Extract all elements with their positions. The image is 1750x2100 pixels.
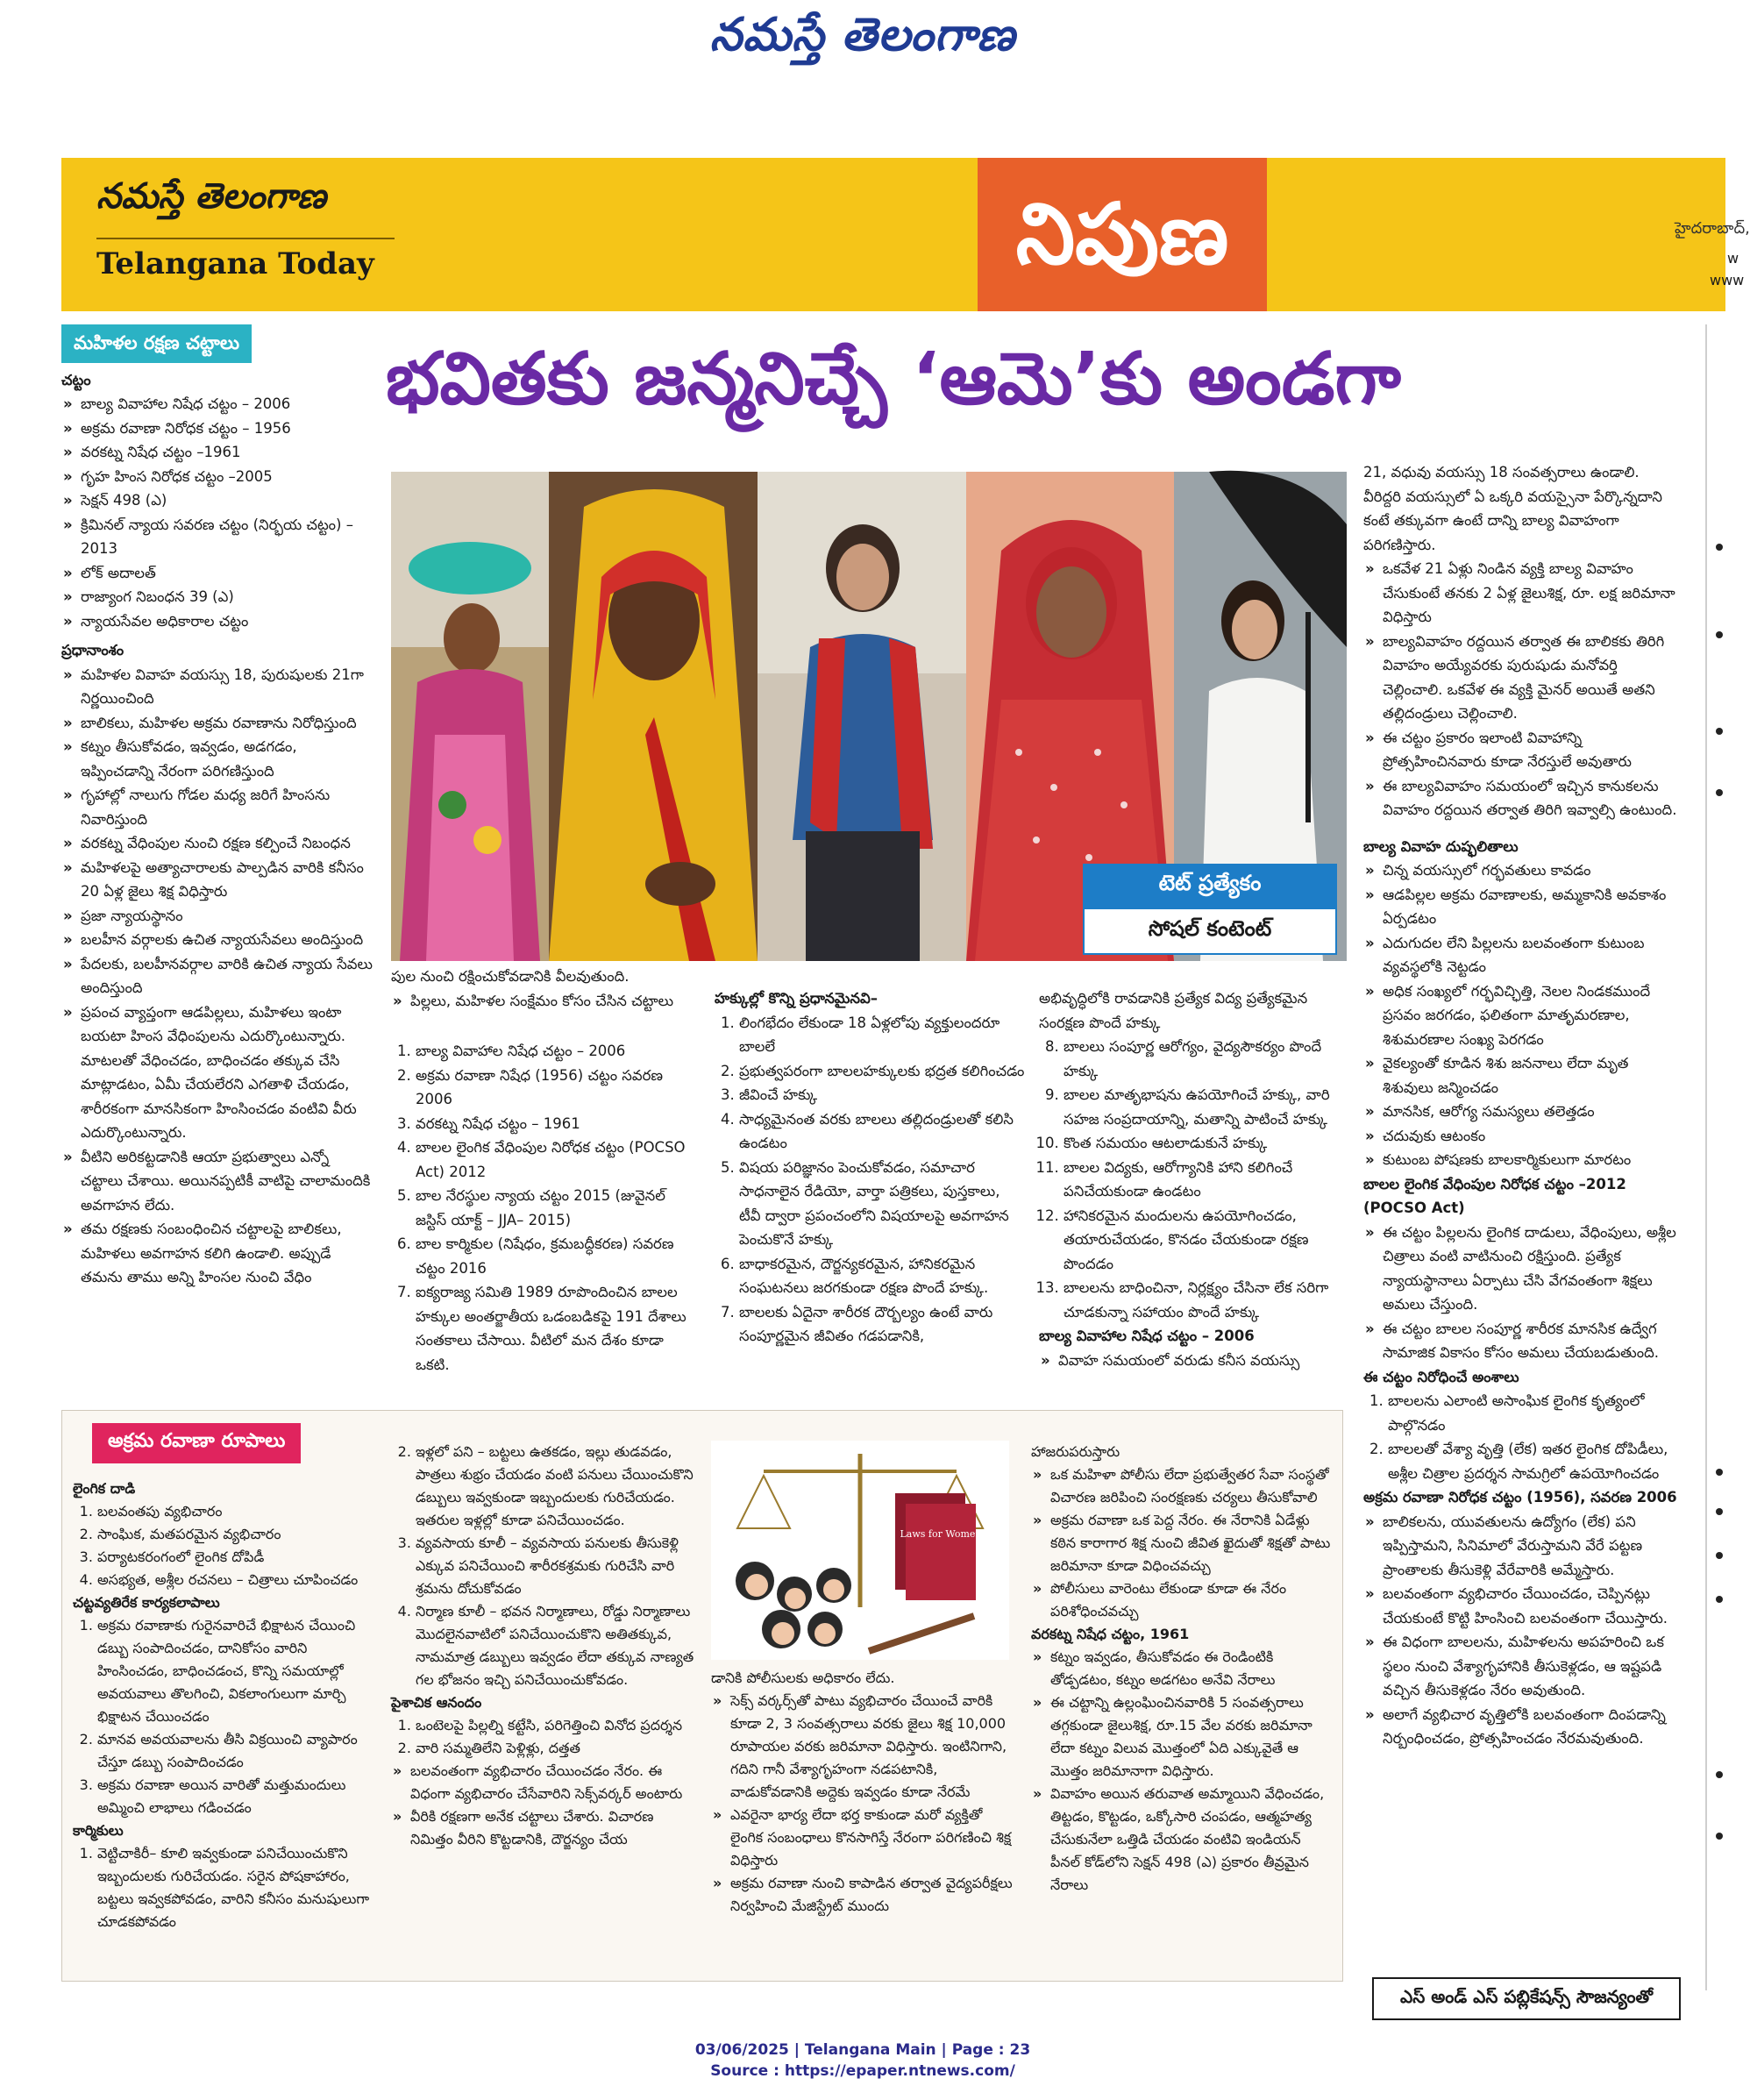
masthead-logo: నమస్తే తెలంగాణ <box>709 8 1016 61</box>
list-item: » కట్నం తీసుకోవడం, ఇవ్వడం, అడగడం, ఇప్పించడాన్ని నేరంగా పరిగణిస్తుంది <box>61 735 373 783</box>
list-item: 5. బాల నేరస్థుల న్యాయ చట్టం 2015 (జువైనల్ జస్టిస్ యాక్ట్ – JJA– 2015) <box>416 1184 698 1232</box>
list-item: » అలాగే వ్యభిచార వృత్తిలోకి బలవంతంగా దింపడాన్ని నిర్బంధించడం, ప్రోత్సహించడం నేరమవుతుంది. <box>1363 1703 1679 1751</box>
bullet-list <box>391 1760 698 1851</box>
web-fragment-1: w <box>1727 250 1739 267</box>
section-heading: ఈ చట్టం నిరోధించే అంశాలు <box>1363 1368 1519 1385</box>
adjacent-page-edge <box>1705 324 1727 1990</box>
list-item: » వివాహం అయిన తరువాత అమ్మాయిని వేధించడం, తిట్టడం, కొట్టడం, ఒక్కోసారి చంపడం, ఆత్మహత్య చేసుకునేలా ఒత్తిడి చేయడం వంటివి ఇండియన్ పీనల్ కోడ్‌లోని సెక్షన్ 498 (ఎ) ప్రకారం తీవ్రమైన నేరాలు <box>1031 1783 1334 1897</box>
list-item: » చిన్న వయస్సులో గర్భవతులు కావడం <box>1363 858 1679 883</box>
masthead <box>0 0 1725 79</box>
list-item: » మహిళలపై అత్యాచారాలకు పాల్పడిన వారికి కనీసం 20 ఏళ్ల జైలు శిక్ష విధిస్తారు <box>61 856 373 904</box>
lower-column-4 <box>1031 1441 1334 1897</box>
book-title: Laws for Women <box>900 1528 982 1540</box>
list-item: 3. పర్యాటకరంగంలో లైంగిక దోపిడీ <box>97 1546 380 1569</box>
list-item: » ఈ చట్టం ప్రకారం ఇలాంటి వివాహాన్ని ప్రోత్సహించినవారు కూడా నేరస్తులే అవుతారు <box>1363 726 1679 774</box>
list-item: » పేదలకు, బలహీనవర్గాల వారికి ఉచిత న్యాయ సేవలు అందిస్తుంది <box>61 952 373 1000</box>
lower-column-3 <box>711 1441 1018 1918</box>
list-item: » పిల్లలు, మహిళల సంక్షేమం కోసం చేసిన చట్టాలు <box>391 989 698 1014</box>
brand-block <box>96 175 395 281</box>
list-item: » వరకట్న నిషేధ చట్టం –1961 <box>61 440 373 465</box>
bullet-dot <box>1716 1552 1723 1559</box>
list-item: » సెక్స్ వర్కర్స్‌తో పాటు వ్యభిచారం చేయించే వారికి కూడా 2, 3 సంవత్సరాలు వరకు జైలు శిక్ష 10,000 రూపాయల వరకు జరిమానా విధిస్తారు. ఇంటినిగాని, గదిని గానీ వేశ్యాగృహంగా నడపటానికి, వాడుకోవడానికి అద్దెకు ఇవ్వడం కూడా నేరమే <box>711 1690 1018 1804</box>
list-item: 4. అసభ్యత, అశ్లీల రచనలు – చిత్రాలు చూపించడం <box>97 1569 380 1591</box>
column-2 <box>391 965 698 1377</box>
law-number-list <box>391 1039 698 1377</box>
bullet-list <box>1363 1221 1679 1365</box>
footer-edition: 03/06/2025 | Telangana Main | Page : 23 <box>694 2041 1031 2059</box>
list-item: » అక్రమ రవాణా ఒక పెద్ద నేరం. ఈ నేరానికి ఏడేళ్లు కఠిన కారాగార శిక్ష నుంచి జీవిత ఖైదుతో శిక్షతో పాటు జరిమానా కూడా విధించవచ్చు <box>1031 1509 1334 1577</box>
numbered-list <box>73 1614 380 1819</box>
brand-english: Telangana Today <box>96 238 395 281</box>
lower-column-1 <box>73 1477 380 1933</box>
photo-woman-red-scarf <box>758 472 966 961</box>
list-item: 1. బలవంతపు వ్యభిచారం <box>97 1500 380 1523</box>
rights-list <box>715 1011 1026 1349</box>
trafficking-forms-box <box>61 1410 1343 1982</box>
bullet-list <box>1039 1349 1346 1373</box>
list-item: » అధిక సంఖ్యలో గర్భవిచ్ఛిత్తి, నెలల నిండకముందే ప్రసవం జరగడం, ఫలితంగా మాతృమరణాల, శిశుమరణాల సంఖ్య పెరగడం <box>1363 979 1679 1052</box>
sidebar-sub-laws: చట్టం <box>61 371 91 388</box>
section-heading: కార్మికులు <box>73 1822 124 1839</box>
list-item: 2. బాలలతో వేశ్యా వృత్తి (లేక) ఇతర లైంగిక దోపిడీలు, అశ్లీల చిత్రాల ప్రదర్శన సామగ్రిలో ఉపయోగించడం <box>1388 1437 1679 1485</box>
section-band <box>61 158 1750 311</box>
list-item: 4. నిర్మాణ కూలీ – భవన నిర్మాణాలు, రోడ్డు నిర్మాణాలు మొదలైనవాటిలో పనిచేయించుకొని అతితక్కువ, నామమాత్ర డబ్బులు ఇవ్వడం లేదా తక్కువ నాణ్యత గల భోజనం ఇచ్చి పనిచేయించుకోవడం. <box>416 1600 698 1691</box>
section-heading: వరకట్న నిషేధ చట్టం, 1961 <box>1031 1626 1190 1642</box>
list-item: » ఎదుగుదల లేని పిల్లలను బలవంతంగా కుటుంబ వ్యవస్థలోకి నెట్టడం <box>1363 931 1679 979</box>
section-heading: అక్రమ రవాణా నిరోధక చట్టం (1956), సవరణ 2006 <box>1363 1489 1677 1506</box>
list-item: 3. అక్రమ రవాణా అయిన వారితో మత్తుమందులు అమ్మించి లాభాలు గడించడం <box>97 1774 380 1819</box>
list-item: » వరకట్న వేధింపుల నుంచి రక్షణ కల్పించే నిబంధన <box>61 831 373 856</box>
list-item: 3. వ్యవసాయ కూలీ – వ్యవసాయ పనులకు తీసుకెళ్లి ఎక్కువ పనిచేయించి శారీరకశ్రమకు గురిచేసి వారి శ్రమను దోచుకోవడం <box>416 1532 698 1600</box>
tag-box <box>1083 864 1337 955</box>
list-item: 4. బాలల లైంగిక వేధింపుల నిరోధక చట్టం (POCSO Act) 2012 <box>416 1135 698 1184</box>
list-item: » గృహాల్లో నాలుగు గోడల మధ్య జరిగే హింసను నివారిస్తుంది <box>61 783 373 831</box>
list-item: » ప్రపంచ వ్యాప్తంగా ఆడపిల్లలు, మహిళలు ఇంటా బయటా హింస వేధింపులను ఎదుర్కొంటున్నారు. మాటలతో వేధించడం, బాధించడం తక్కువ చేసి మాట్లాడటం, ఏమీ చేయలేరని ఎగతాళి చేయడం, శారీరకంగా మానసికంగా హింసించడం వంటివి వీరు ఎదుర్కొంటున్నారు. <box>61 1000 373 1145</box>
bullet-dot <box>1716 728 1723 735</box>
list-item: » రాజ్యాంగ నిబంధన 39 (ఎ) <box>61 585 373 609</box>
section-title: నిపుణ <box>978 158 1267 311</box>
headline: భవితకు జన్మనిచ్చే ‘ఆమె’కు అండగా <box>386 338 1401 421</box>
section-heading: లైంగిక దాడి <box>73 1480 136 1497</box>
numbered-list <box>73 1500 380 1591</box>
list-item: » వీటిని అరికట్టడానికి ఆయా ప్రభుత్వాలు ఎన్నో చట్టాలు చేశాయి. అయినప్పటికీ వాటిపై చాలామందికి అవగాహన లేదు. <box>61 1145 373 1218</box>
bullet-dot <box>1716 789 1723 796</box>
sidebar-point-list <box>61 663 373 1290</box>
column-5 <box>1363 460 1679 1751</box>
list-item: 1. బాలలను ఎలాంటి అసాంఘిక లైంగిక కృత్యంలో పాల్గొనడం <box>1388 1389 1679 1437</box>
bullet-list <box>1363 858 1679 1172</box>
sidebar-law-list <box>61 392 373 633</box>
list-item: » తమ రక్షణకు సంబంధించిన చట్టాలపై బాలికలు, మహిళలు అవగాహన కలిగి ఉండాలి. అప్పుడే తమను తాము అన్ని హింసల నుంచి వేధిం <box>61 1217 373 1290</box>
list-item: » వైకల్యంతో కూడిన శిశు జననాలు లేదా మృత శిశువులు జన్మించడం <box>1363 1051 1679 1100</box>
bullet-dot <box>1716 1508 1723 1515</box>
list-item: » క్రిమినల్ న్యాయ సవరణ చట్టం (నిర్భయ చట్టం) –2013 <box>61 513 373 561</box>
lower-column-2 <box>391 1441 698 1851</box>
justice-illustration <box>711 1441 1009 1660</box>
numbered-list <box>391 1714 698 1760</box>
list-item: 7. బాలలకు ఏదైనా శారీరక దౌర్బల్యం ఉంటే వారు సంపూర్ణమైన జీవితం గడపడానికి, <box>739 1300 1026 1349</box>
list-item: » వీరికి రక్షణగా అనేక చట్టాలు చేశారు. విచారణ నిమిత్తం వీరిని కొట్టడానికి, దౌర్జన్యం చేయ <box>391 1805 698 1851</box>
list-item: » చదువుకు ఆటంకం <box>1363 1124 1679 1149</box>
list-item: 8. బాలలు సంపూర్ణ ఆరోగ్యం, వైద్యసౌకర్యం పొందే హక్కు <box>1064 1035 1346 1083</box>
list-item: » ఒక మహిళా పోలీసు లేదా ప్రభుత్వేతర సేవా సంస్థతో విచారణ జరిపించి సంరక్షణకు చర్యలు తీసుకోవాలి <box>1031 1463 1334 1509</box>
bullet-list <box>1031 1646 1334 1897</box>
bullet-list <box>1363 557 1679 822</box>
list-item: 1. బాల్య వివాహాల నిషేధ చట్టం – 2006 <box>416 1039 698 1064</box>
list-item: 2. ఇళ్లలో పని – బట్టలు ఉతకడం, ఇల్లు తుడవడం, పాత్రలు శుభ్రం చేయడం వంటి పనులు చేయించుకొని డబ్బులు ఇవ్వకుండా ఇబ్బందులకు గురిచేయడం. ఇతరుల ఇళ్లల్లో కూడా పనిచేయించడం. <box>416 1441 698 1532</box>
list-item: » ఈ చట్టాన్ని ఉల్లంఘించినవారికి 5 సంవత్సరాలు తగ్గకుండా జైలుశిక్ష, రూ.15 వేల వరకు జరిమానా లేదా కట్నం విలువ మొత్తంలో ఏది ఎక్కువైతే ఆ మొత్తం జరిమానాగా విధిస్తారు. <box>1031 1691 1334 1783</box>
list-item: 13. బాలలను బాధించినా, నిర్లక్ష్యం చేసినా లేక సరిగా చూడకున్నా సహాయం పొందే హక్కు <box>1064 1276 1346 1324</box>
list-item: 2. అక్రమ రవాణా నిషేధ (1956) చట్టం సవరణ 2006 <box>416 1064 698 1112</box>
list-item: » గృహ హింస నిరోధక చట్టం –2005 <box>61 465 373 489</box>
list-item: 2. ప్రభుత్వపరంగా బాలలహక్కులకు భద్రత కలిగించడం <box>739 1059 1026 1084</box>
list-item: » లోక్ అదాలత్ <box>61 561 373 586</box>
list-item: » అక్రమ రవాణా నుంచి కాపాడిన తర్వాత వైద్యపరీక్షలు నిర్వహించి మేజిస్ట్రేట్ ముందు <box>711 1872 1018 1918</box>
paragraph: డానికి పోలీసులకు అధికారం లేదు. <box>711 1669 895 1686</box>
list-item: 6. బాధాకరమైన, దౌర్జన్యకరమైన, హానికరమైన సంఘటనలు జరగకుండా రక్షణ పొందే హక్కు. <box>739 1252 1026 1300</box>
list-item: » బలవంతంగా వ్యభిచారం చేయించడం నేరం. ఈ విధంగా వ్యభిచారం చేసేవారిని సెక్స్‌వర్కర్ అంటారు <box>391 1760 698 1805</box>
tag-line-2: సోషల్ కంటెంట్ <box>1083 908 1337 955</box>
section-heading: బాలల లైంగిక వేధింపుల నిరోధక చట్టం –2012 (POCSO Act) <box>1363 1175 1626 1216</box>
column-3 <box>715 986 1026 1349</box>
list-item: » బలహీన వర్గాలకు ఉచిత న్యాయసేవలు అందిస్తుంది <box>61 928 373 952</box>
bullet-list <box>1031 1463 1334 1623</box>
bullet-dot <box>1716 1469 1723 1476</box>
list-item: 2. వారి సమ్మతిలేని పెళ్లిళ్లు, దత్తత <box>416 1737 698 1760</box>
section-heading: బాల్య వివాహాల నిషేధ చట్టం – 2006 <box>1039 1328 1255 1344</box>
list-item: » కుటుంబ పోషణకు బాలకార్మికులుగా మారటం <box>1363 1148 1679 1172</box>
list-item: » ఎవరైనా భార్య లేదా భర్త కాకుండా మరో వ్యక్తితో లైంగిక సంబంధాలు కొనసాగిస్తే నేరంగా పరిగణించి శిక్ష విధిస్తారు <box>711 1804 1018 1872</box>
list-item: » పోలీసులు వారెంటు లేకుండా కూడా ఈ నేరం పరిశోధించవచ్చు <box>1031 1577 1334 1623</box>
list-item: » ఒకవేళ 21 ఏళ్లు నిండిన వ్యక్తి బాల్య వివాహం చేసుకుంటే తనకు 2 ఏళ్ల జైలుశిక్ష, రూ. లక్ష జరిమానా విధిస్తారు <box>1363 557 1679 630</box>
dateline: హైదరాబాద్, <box>1675 219 1750 238</box>
list-item: 1. ఒంటెలపై పిల్లల్ని కట్టేసి, పరిగెత్తించి వినోద ప్రదర్శన <box>416 1714 698 1737</box>
web-fragment-2: www <box>1710 272 1745 288</box>
paragraph: అభివృద్ధిలోకి రావడానికి ప్రత్యేక విద్య ప్రత్యేకమైన సంరక్షణ పొందే హక్కు <box>1039 990 1308 1031</box>
bullet-list <box>711 1690 1018 1918</box>
photo-woman-basket <box>391 472 549 961</box>
list-item: » వివాహ సమయంలో వరుడు కనీస వయస్సు <box>1039 1349 1346 1373</box>
list-item: 1. లింగభేదం లేకుండా 18 ఏళ్లలోపు వ్యక్తులందరూ బాలలే <box>739 1011 1026 1059</box>
paragraph: 21, వధువు వయస్సు 18 సంవత్సరాలు ఉండాలి. వీరిద్దరి వయస్సులో ఏ ఒక్కరి వయస్సైనా పేర్కొన్నదాని కంటే తక్కువగా ఉంటే దాన్ని బాల్య వివాహంగా పరిగణిస్తారు. <box>1363 464 1662 553</box>
list-item: » ఈ చట్టం పిల్లలను లైంగిక దాడులు, వేధింపులు, అశ్లీల చిత్రాలు వంటి వాటినుంచి రక్షిస్తుంది. ప్రత్యేక న్యాయస్థానాలు ఏర్పాటు చేసి వేగవంతంగా శిక్షలు అమలు చేస్తుంది. <box>1363 1221 1679 1317</box>
paragraph: పుల నుంచి రక్షించుకోవడానికి వీలవుతుంది. <box>391 968 630 985</box>
sidebar-sub-points: ప్రధానాంశం <box>61 642 124 658</box>
list-item: » ఆడపిల్లల అక్రమ రవాణాలకు, అమ్మకానికి అవకాశం ఏర్పడటం <box>1363 883 1679 931</box>
photo-woman-yellow-saree <box>549 472 758 961</box>
section-heading: బాల్య వివాహ దుష్ఫలితాలు <box>1363 837 1519 855</box>
list-item: 9. బాలల మాతృభాషను ఉపయోగించే హక్కు, వారి సహజ సంప్రదాయాన్ని, మతాన్ని పాటించే హక్కు <box>1064 1083 1346 1131</box>
list-item: » బాల్య వివాహాల నిషేధ చట్టం – 2006 <box>61 392 373 416</box>
numbered-list <box>73 1842 380 1933</box>
list-item: » బాల్యవివాహం రద్దయిన తర్వాత ఈ బాలికకు తిరిగి వివాహం అయ్యేవరకు పురుషుడు మనోవర్తి చెల్లించాలి. ఒకవేళ ఈ వ్యక్తి మైనర్ అయితే అతని తల్లిదండ్రులు చెల్లించాలి. <box>1363 630 1679 726</box>
list-item: 3. జీవించే హక్కు <box>739 1083 1026 1107</box>
rights-list-continued <box>1039 1035 1346 1324</box>
list-item: 1. అక్రమ రవాణాకు గురైనవారిచే భిక్షాటన చేయించి డబ్బు సంపాదించడం, దానికోసం వారిని హింసించడం, బాధించడంచ, కొన్ని సమయాల్లో అవయవాలు తొలగించి, వికలాంగులుగా మార్చి భిక్షాటన చేయించడం <box>97 1614 380 1728</box>
tag-line-1: టెట్ ప్రత్యేకం <box>1083 864 1337 908</box>
page-footer <box>0 2039 1725 2082</box>
bullet-dot <box>1716 1771 1723 1778</box>
brand-telugu: నమస్తే తెలంగాణ <box>96 175 327 217</box>
bullet-dot <box>1716 544 1723 551</box>
paragraph: హాజరుపరుస్తారు <box>1031 1443 1120 1460</box>
list-item: » బలవంతంగా వ్యభిచారం చేయించడం, చెప్పినట్లు చేయకుంటే కొట్టి హింసించి బలవంతంగా చేయిస్తారు. <box>1363 1582 1679 1630</box>
list-item: 1. వెట్టిచాకిరీ– కూలి ఇవ్వకుండా పనిచేయించుకొని ఇబ్బందులకు గురిచేయడం. సరైన పోషకాహారం, బట్టలు ఇవ్వకపోవడం, వారిని కనీసం మనుషులుగా చూడకపోవడం <box>97 1842 380 1933</box>
sidebar <box>61 324 373 1290</box>
list-item: » బాలికలను, యువతులను ఉద్యోగం (లేక) పని ఇప్పిస్తామని, సినిమాలో వేరుస్తామని వేరే పట్టణ ప్రాంతాలకు తీసుకెళ్లి వేరేవారికి అమ్మేస్తారు. <box>1363 1510 1679 1583</box>
list-item: » న్యాయసేవల అధికారాల చట్టం <box>61 609 373 634</box>
footer-source: Source : https://epaper.ntnews.com/ <box>710 2062 1015 2080</box>
list-item: 2. సాంఘిక, మతపరమైన వ్యభిచారం <box>97 1523 380 1546</box>
list-item: 4. సాధ్యమైనంత వరకు బాలలు తల్లిదండ్రులతో కలిసి ఉండటం <box>739 1107 1026 1156</box>
numbered-list <box>1363 1389 1679 1485</box>
numbered-list <box>391 1441 698 1691</box>
bullet-list <box>391 989 698 1014</box>
list-item: » ప్రజా న్యాయస్థానం <box>61 904 373 929</box>
list-item: 5. విషయ పరిజ్ఞానం పెంచుకోవడం, సమాచార సాధనాలైన రేడియో, వార్తా పత్రికలు, పుస్తకాలు, టీవీ ద్వారా ప్రపంచంలోని విషయాలపై అవగాహన పెంచుకొనే హక్కు <box>739 1156 1026 1252</box>
list-item: 12. హానికరమైన మందులను ఉపయోగించడం, తయారుచేయడం, కొనడం చేయకుండా రక్షణ పొందడం <box>1064 1204 1346 1277</box>
section-heading: హక్కుల్లో కొన్ని ప్రధానమైనవి– <box>715 990 878 1007</box>
list-item: 2. మానవ అవయవాలను తీసి విక్రయించి వ్యాపారం చేస్తూ డబ్బు సంపాదించడం <box>97 1728 380 1774</box>
list-item: » మహిళల వివాహ వయస్సు 18, పురుషులకు 21గా నిర్ణయించింది <box>61 663 373 711</box>
list-item: 10. కొంత సమయం ఆటలాడుకునే హక్కు <box>1064 1131 1346 1156</box>
sidebar-heading: మహిళల రక్షణ చట్టాలు <box>61 324 252 363</box>
bullet-dot <box>1716 1833 1723 1840</box>
list-item: 7. ఐక్యరాజ్య సమితి 1989 రూపొందించిన బాలల హక్కుల అంతర్జాతీయ ఒడంబడికపై 191 దేశాలు సంతకాలు చేసాయి. వీటిలో మన దేశం కూడా ఒకటి. <box>416 1280 698 1377</box>
section-heading: చట్టవ్యతిరేక కార్యకలాపాలు <box>73 1594 220 1611</box>
list-item: » బాలికలు, మహిళల అక్రమ రవాణాను నిరోధిస్తుంది <box>61 711 373 736</box>
list-item: » ఈ విధంగా బాలలను, మహిళలను అపహరించి ఒక స్థలం నుంచి వేశ్యాగృహానికి తీసుకెళ్లడం, ఆ ఇష్టపడి వచ్చిన తీసుకెళ్లడం నేరం అవుతుంది. <box>1363 1630 1679 1703</box>
bullet-dot <box>1716 631 1723 638</box>
publisher-credit: ఎస్ అండ్ ఎస్ పబ్లికేషన్స్ సౌజన్యంతో <box>1372 1977 1681 2020</box>
list-item: 11. బాలల విద్యకు, ఆరోగ్యానికి హాని కలిగించే పనిచేయకుండా ఉండటం <box>1064 1156 1346 1204</box>
bullet-list <box>1363 1510 1679 1751</box>
list-item: » మానసిక, ఆరోగ్య సమస్యలు తలెత్తడం <box>1363 1100 1679 1124</box>
list-item: 6. బాల కార్మికుల (నిషేధం, క్రమబద్ధీకరణ) సవరణ చట్టం 2016 <box>416 1232 698 1280</box>
list-item: » అక్రమ రవాణా నిరోధక చట్టం – 1956 <box>61 416 373 441</box>
column-4 <box>1039 986 1346 1372</box>
list-item: » ఈ బాల్యవివాహం సమయంలో ఇచ్చిన కానుకలను వివాహం రద్దయిన తర్వాత తిరిగి ఇవ్వాల్సి ఉంటుంది. <box>1363 774 1679 822</box>
lower-box-heading: అక్రమ రవాణా రూపాలు <box>92 1423 301 1463</box>
bullet-dot <box>1716 1596 1723 1603</box>
section-heading: పైశాచిక ఆనందం <box>391 1694 482 1711</box>
list-item: » కట్నం ఇవ్వడం, తీసుకోవడం ఈ రెండింటికి తోడ్పడటం, కట్నం అడగటం అనేవి నేరాలు <box>1031 1646 1334 1691</box>
list-item: » ఈ చట్టం బాలల సంపూర్ణ శారీరక మానసిక ఉద్వేగ సామాజిక వికాసం కోసం అమలు చేయబడుతుంది. <box>1363 1317 1679 1365</box>
list-item: 3. వరకట్న నిషేధ చట్టం – 1961 <box>416 1112 698 1136</box>
list-item: » సెక్షన్ 498 (ఎ) <box>61 488 373 513</box>
